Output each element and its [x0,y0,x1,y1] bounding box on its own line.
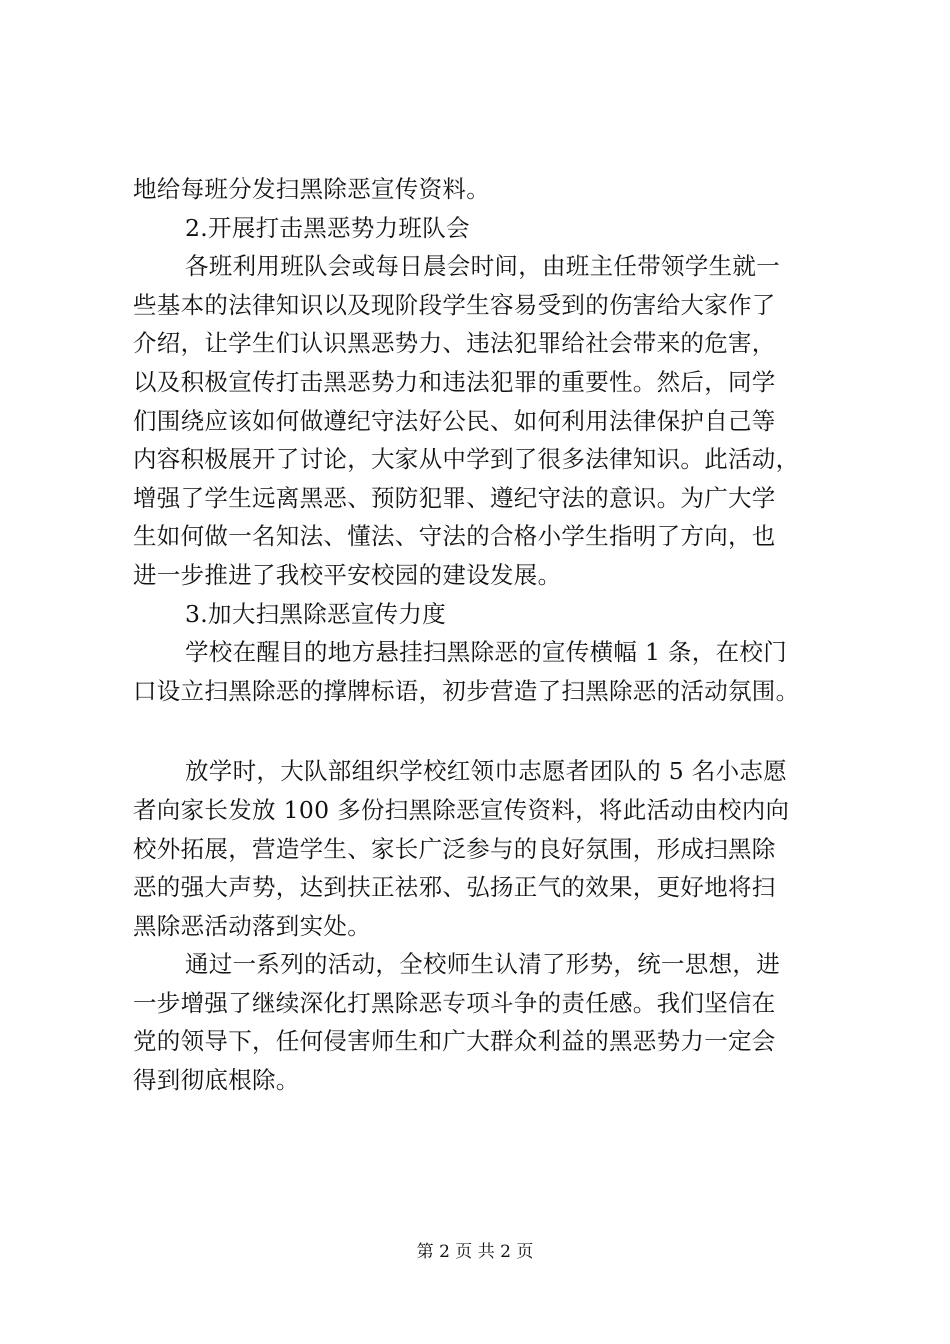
body-line: 学校在醒目的地方悬挂扫黑除恶的宣传横幅 1 条，在校门 [185,638,787,667]
body-line: 介绍，让学生们认识黑恶势力、违法犯罪给社会带来的危害， [133,329,776,358]
body-line: 以及积极宣传打击黑恶势力和违法犯罪的重要性。然后，同学 [133,367,776,396]
body-line: 一步增强了继续深化打黑除恶专项斗争的责任感。我们坚信在 [133,988,776,1017]
body-line: 恶的强大声势，达到扶正祛邪、弘扬正气的效果，更好地将扫 [133,873,776,902]
body-line: 们围绕应该如何做遵纪守法好公民、如何利用法律保护自己等 [133,406,776,435]
body-line: 生如何做一名知法、懂法、守法的合格小学生指明了方向，也 [133,522,776,551]
body-line: 地给每班分发扫黑除恶宣传资料。 [133,175,490,203]
section-heading: 3.加大扫黑除恶宣传力度 [185,599,447,628]
body-line: 者向家长发放 100 多份扫黑除恶宣传资料，将此活动由校内向 [133,795,790,824]
body-line: 内容积极展开了讨论，大家从中学到了很多法律知识。此活动， [133,445,800,474]
body-line: 党的领导下，任何侵害师生和广大群众利益的黑恶势力一定会 [133,1027,776,1056]
body-line: 各班利用班队会或每日晨会时间，由班主任带领学生就一 [185,252,780,281]
body-line: 进一步推进了我校平安校园的建设发展。 [133,560,562,589]
body-line: 增强了学生远离黑恶、预防犯罪、遵纪守法的意识。为广大学 [133,483,776,512]
body-line: 放学时，大队部组织学校红领巾志愿者团队的 5 名小志愿 [185,757,787,786]
body-line: 通过一系列的活动，全校师生认清了形势，统一思想，进 [185,950,780,979]
page-number-label: 第 2 页 共 2 页 [416,1242,534,1262]
body-line: 黑除恶活动落到实处。 [133,911,371,940]
paragraph-gap [133,710,833,752]
page-footer [0,1240,950,1264]
document-body [133,170,833,1100]
body-line: 口设立扫黑除恶的撑牌标语，初步营造了扫黑除恶的活动氛围。 [133,676,800,705]
body-line: 得到彻底根除。 [133,1066,300,1095]
body-line: 校外拓展，营造学生、家长广泛参与的良好氛围，形成扫黑除 [133,834,776,863]
body-line: 些基本的法律知识以及现阶段学生容易受到的伤害给大家作了 [133,290,776,319]
section-heading: 2.开展打击黑恶势力班队会 [185,213,470,242]
